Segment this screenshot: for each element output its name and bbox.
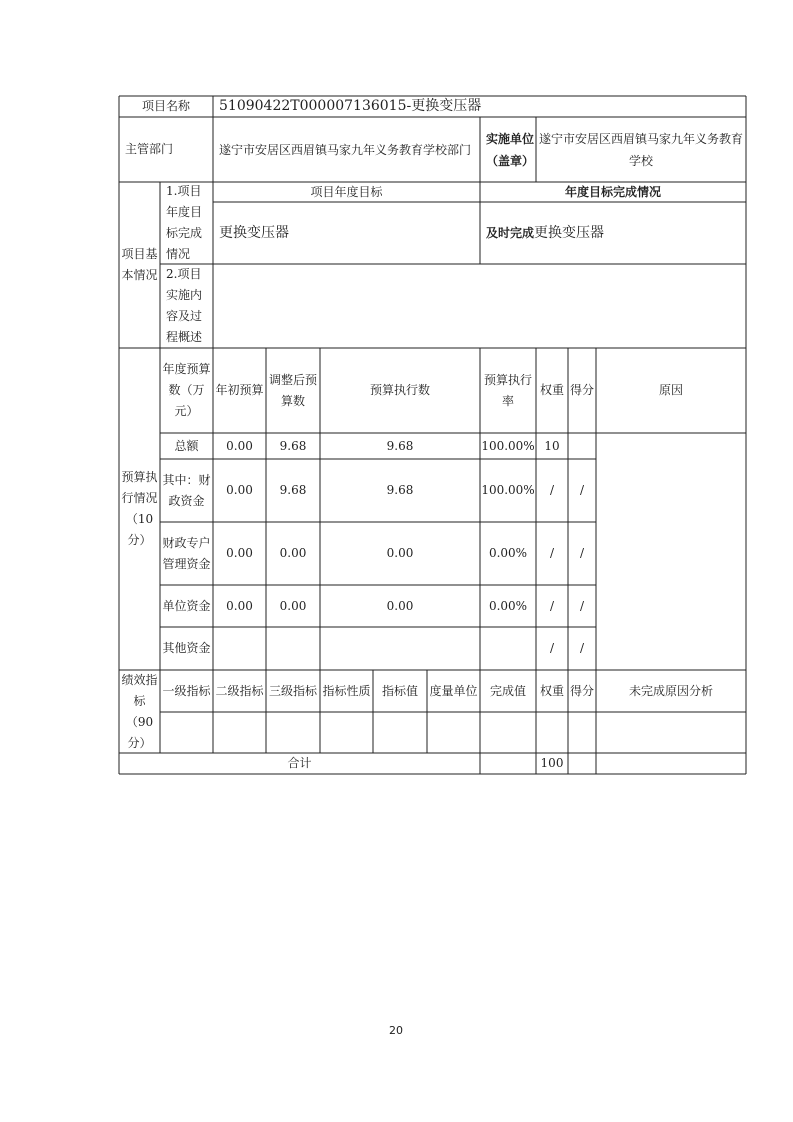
budget-row-rate: 100.00% xyxy=(481,438,535,453)
budget-row-adjusted: 0.00 xyxy=(279,598,307,613)
process-label: 2.项目实施内容及过程概述 xyxy=(166,267,203,344)
total-score xyxy=(568,753,596,774)
budget-header-adjusted: 调整后预算数 xyxy=(268,372,317,408)
basic-section-label: 项目基本情况 xyxy=(121,247,158,282)
page-number: 20 xyxy=(389,1024,403,1037)
budget-row-initial: 0.00 xyxy=(226,483,253,497)
budget-row-adjusted: 9.68 xyxy=(279,438,307,453)
budget-row-rate: 0.00% xyxy=(488,546,528,560)
goal-label: 1.项目年度目标完成情况 xyxy=(166,184,203,261)
budget-row-score: / xyxy=(579,641,585,655)
project-name-label: 项目名称 xyxy=(141,99,190,113)
perf-header-nature: 指标性质 xyxy=(322,683,371,698)
completion-header: 年度目标完成情况 xyxy=(564,184,661,199)
budget-header-executed: 预算执行数 xyxy=(369,383,430,397)
total-weight: 100 xyxy=(540,756,564,770)
project-name-value: 51090422T000007136015-更换变压器 xyxy=(219,98,482,114)
budget-header-rate: 预算执行率 xyxy=(483,372,532,408)
budget-row-rate: 0.00% xyxy=(488,598,528,613)
budget-header-annual: 年度预算数（万元） xyxy=(162,362,211,418)
budget-row-initial: 0.00 xyxy=(226,598,253,613)
budget-row-adjusted: 0.00 xyxy=(279,546,307,560)
goal-header: 项目年度目标 xyxy=(310,184,383,199)
budget-row-rate xyxy=(480,627,536,670)
budget-header-initial: 年初预算 xyxy=(215,383,264,397)
completion-prefix: 及时完成 xyxy=(486,225,535,240)
perf-header-level2: 二级指标 xyxy=(215,683,264,698)
budget-row-executed: 9.68 xyxy=(386,483,414,497)
dept-label: 主管部门 xyxy=(125,142,174,156)
completion-value: 更换变压器 xyxy=(534,224,605,241)
budget-row-weight: / xyxy=(549,483,555,497)
budget-row-executed xyxy=(320,627,480,670)
budget-row-weight: / xyxy=(549,546,555,560)
perf-header-value: 指标值 xyxy=(381,683,418,698)
budget-header-reason: 原因 xyxy=(658,383,683,397)
perf-header-level1: 一级指标 xyxy=(162,683,211,698)
total-analysis xyxy=(596,753,746,774)
budget-row-initial: 0.00 xyxy=(226,546,253,560)
perf-header-weight: 权重 xyxy=(539,683,564,698)
budget-row-executed: 9.68 xyxy=(386,438,414,453)
budget-row-weight: 10 xyxy=(544,438,560,453)
perf-header-unit: 度量单位 xyxy=(429,683,478,698)
total-label: 合计 xyxy=(287,756,312,770)
budget-row-label: 其他资金 xyxy=(162,641,211,655)
unit-value: 遂宁市安居区西眉镇马家九年义务教育学校 xyxy=(538,131,743,168)
budget-section-label: 预算执行情况（10分） xyxy=(121,470,158,547)
perf-header-level3: 三级指标 xyxy=(268,683,317,698)
budget-row-initial xyxy=(213,627,266,670)
budget-row-label: 总额 xyxy=(174,438,199,453)
completion-cell xyxy=(480,202,746,264)
perf-header-analysis: 未完成原因分析 xyxy=(628,683,713,698)
budget-row-weight: / xyxy=(549,598,555,613)
perf-header-score: 得分 xyxy=(570,683,595,698)
budget-row-adjusted: 9.68 xyxy=(279,483,307,497)
budget-row-score: / xyxy=(579,598,585,613)
budget-row-executed: 0.00 xyxy=(386,598,414,613)
budget-row-label: 财政专户管理资金 xyxy=(162,535,211,571)
budget-row-initial: 0.00 xyxy=(226,438,253,453)
budget-row-executed: 0.00 xyxy=(386,546,414,560)
goal-value: 更换变压器 xyxy=(219,224,289,241)
perf-header-completed: 完成值 xyxy=(489,683,526,698)
unit-label: 实施单位（盖章） xyxy=(486,131,535,168)
budget-row-score: / xyxy=(579,483,585,497)
budget-header-score: 得分 xyxy=(570,383,595,397)
budget-row-score: / xyxy=(579,546,585,560)
process-value xyxy=(213,264,746,348)
budget-row-adjusted xyxy=(266,627,320,670)
performance-section-label: 绩效指标（90分） xyxy=(121,672,158,750)
budget-row-weight: / xyxy=(549,641,555,655)
budget-row-label: 其中：财政资金 xyxy=(162,472,211,508)
budget-header-weight: 权重 xyxy=(539,383,564,397)
budget-row-label: 单位资金 xyxy=(162,598,211,613)
dept-value: 遂宁市安居区西眉镇马家九年义务教育学校部门 xyxy=(219,142,472,157)
budget-row-score xyxy=(568,433,596,459)
budget-row-rate: 100.00% xyxy=(481,483,535,497)
